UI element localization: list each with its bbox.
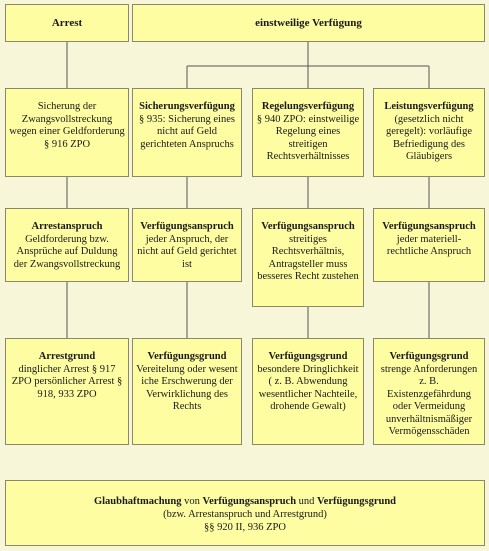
box-arrest-sicherung — [5, 88, 129, 177]
box-regelungsverfuegung-text: § 940 ZPO: einstweilige Regelung eines streitigen Rechtsverhältnisses — [256, 113, 360, 162]
glaubhaftmachung-von: von — [181, 496, 203, 507]
box-verfuegungsanspruch-sicherung-text: jeder Anspruch, der nicht auf Geld gerichtet ist — [137, 233, 237, 270]
box-verfuegungsgrund-regelung — [252, 338, 364, 445]
box-verfuegungsgrund-sicherung-title: Verfügungsgrund — [147, 351, 227, 362]
box-verfuegungsgrund-sicherung — [132, 338, 242, 445]
glaubhaftmachung-line1 — [9, 495, 481, 508]
box-regelungsverfuegung — [252, 88, 364, 177]
box-verfuegungsanspruch-sicherung-title: Verfügungsanspruch — [140, 221, 234, 232]
box-verfuegungsgrund-leistung-title: Verfügungsgrund — [389, 351, 469, 362]
box-verfuegungsanspruch-leistung-text: jeder materiell-rechtliche Anspruch — [386, 233, 472, 257]
box-leistungsverfuegung-text: (gesetzlich nicht geregelt): vorläufige Befriedigung des Gläubigers — [386, 113, 472, 162]
header-arrest-label: Arrest — [51, 16, 83, 29]
box-verfuegungsanspruch-sicherung — [132, 208, 242, 282]
box-verfuegungsanspruch-leistung — [373, 208, 485, 282]
box-verfuegungsgrund-leistung — [373, 338, 485, 445]
header-arrest — [5, 4, 129, 42]
box-arrestanspruch-title: Arrestanspruch — [31, 221, 103, 232]
box-verfuegungsgrund-regelung-text: besondere Dringlichkeit ( z. B. Abwendung wesentlicher Nachteile, drohende Gewalt) — [257, 363, 359, 412]
glaubhaftmachung-line3: §§ 920 II, 936 ZPO — [204, 522, 286, 533]
box-arrestanspruch-text: Geldforderung bzw. Ansprüche auf Duldung der Zwangsvollstreckung — [13, 233, 121, 270]
box-verfuegungsgrund-regelung-title: Verfügungsgrund — [268, 351, 348, 362]
glaubhaftmachung-und: und — [296, 496, 318, 507]
glaubhaftmachung-grund: Verfügungsgrund — [317, 496, 397, 507]
box-arrestgrund-title: Arrestgrund — [38, 351, 96, 362]
box-verfuegungsanspruch-regelung-text: streitiges Rechtsverhältnis, Antragsteller muss besseres Recht zustehen — [257, 233, 359, 282]
box-verfuegungsanspruch-regelung — [252, 208, 364, 307]
box-sicherungsverfuegung-title: Sicherungsverfügung — [139, 101, 235, 112]
glaubhaftmachung-term: Glaubhaftmachung — [93, 496, 182, 507]
box-sicherungsverfuegung-text: § 935: Sicherung eines nicht auf Geld gerichteten Anspruchs — [139, 113, 235, 150]
box-arrestgrund-text: dinglicher Arrest § 917 ZPO persönlicher Arrest § 918, 933 ZPO — [11, 363, 123, 400]
glaubhaftmachung-anspruch: Verfügungsanspruch — [202, 496, 297, 507]
box-arrestanspruch — [5, 208, 129, 282]
box-sicherungsverfuegung — [132, 88, 242, 177]
box-leistungsverfuegung-title: Leistungsverfügung — [384, 101, 474, 112]
box-leistungsverfuegung — [373, 88, 485, 177]
box-verfuegungsgrund-sicherung-text: Vereitelung oder wesent iche Erschwerung der Verwirklichung des Rechts — [136, 363, 238, 412]
box-regelungsverfuegung-title: Regelungsverfügung — [261, 101, 355, 112]
box-arrestgrund — [5, 338, 129, 445]
box-verfuegungsanspruch-leistung-title: Verfügungsanspruch — [382, 221, 476, 232]
header-verfuegung-label: einstweilige Verfügung — [255, 16, 362, 29]
header-einstweilige-verfuegung — [132, 4, 485, 42]
glaubhaftmachung-line2: (bzw. Arrestanspruch und Arrestgrund) — [163, 509, 327, 520]
box-glaubhaftmachung — [5, 480, 485, 546]
box-verfuegungsanspruch-regelung-title: Verfügungsanspruch — [261, 221, 355, 232]
box-verfuegungsgrund-leistung-text: strenge Anforderungen z. B. Existenzgefährdung oder Vermeidung unverhältnismäßiger Vermögensschäden — [380, 363, 478, 437]
box-arrest-sicherung-text: Sicherung der Zwangsvollstreckung wegen einer Geldforderung § 916 ZPO — [9, 101, 125, 150]
